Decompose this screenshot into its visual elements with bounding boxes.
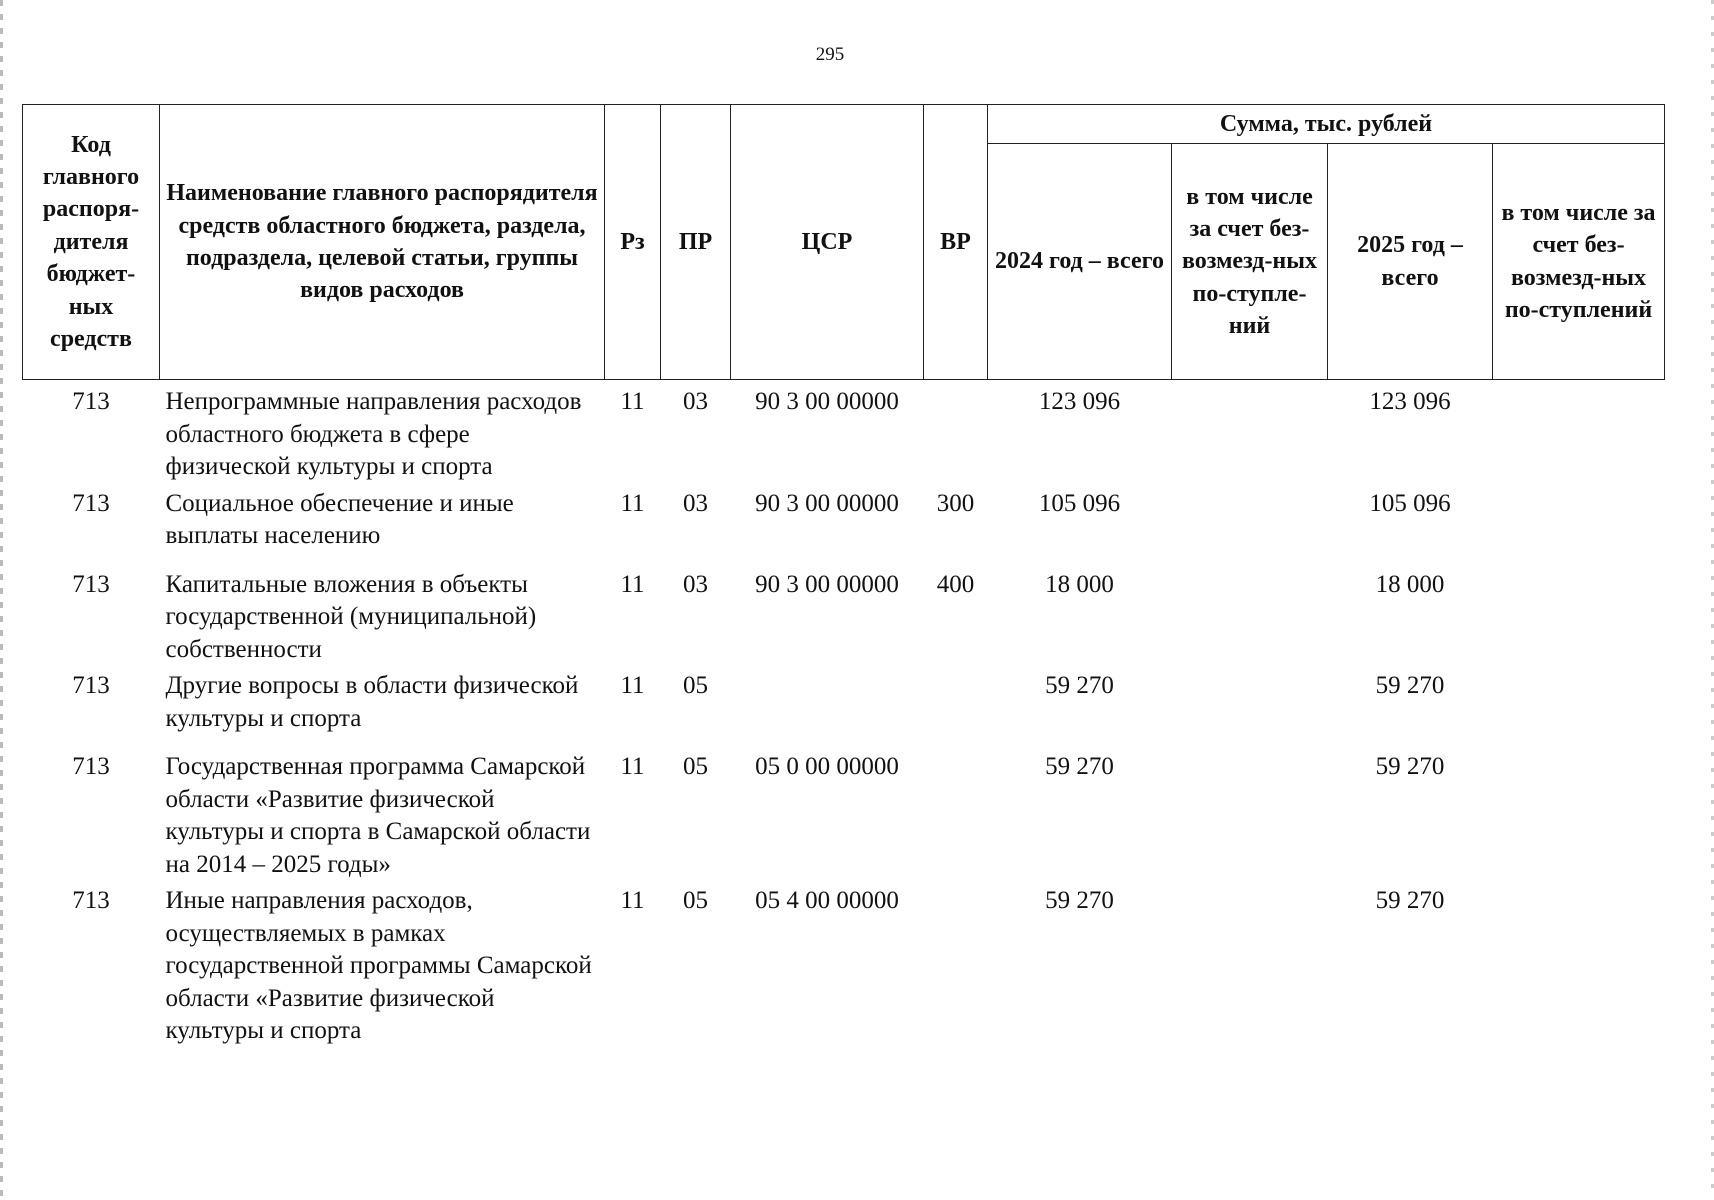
header-rz: Рз bbox=[605, 105, 661, 380]
cell-name: Иные направления расходов, осуществляемых в рамках государственной программы Самарской области «Развитие физической культуры и спорта bbox=[165, 887, 592, 1044]
cell-pr: 05 bbox=[683, 753, 708, 780]
table-row bbox=[23, 883, 1665, 1050]
cell-rz: 11 bbox=[620, 570, 645, 598]
header-sum-group: Сумма, тыс. рублей bbox=[988, 105, 1665, 144]
cell-pr: 05 bbox=[683, 672, 708, 699]
cell-2024-grants bbox=[1172, 668, 1328, 749]
cell-2025-total: 59 270 bbox=[1375, 753, 1445, 780]
cell-csr: 90 3 00 00000 bbox=[755, 570, 899, 598]
cell-code: 713 bbox=[72, 388, 110, 415]
cell-rz: 11 bbox=[620, 753, 645, 780]
cell-2024-total: 123 096 bbox=[1038, 388, 1121, 415]
cell-2025-grants bbox=[1493, 486, 1665, 567]
table-row bbox=[23, 486, 1665, 567]
cell-2024-total: 18 000 bbox=[1045, 570, 1114, 598]
cell-pr: 05 bbox=[683, 887, 708, 914]
cell-vr bbox=[924, 883, 988, 1050]
header-2025-total: 2025 год – всего bbox=[1328, 144, 1493, 380]
header-pr: ПР bbox=[661, 105, 731, 380]
cell-name: Государственная программа Самарской области «Развитие физической культуры и спорта в Самарской области на 2014 – 2025 годы» bbox=[165, 753, 591, 878]
header-vr: ВР bbox=[924, 105, 988, 380]
cell-vr: 300 bbox=[936, 489, 975, 517]
cell-rz: 11 bbox=[620, 672, 645, 699]
cell-csr: 05 4 00 00000 bbox=[755, 887, 899, 914]
header-name: Наименование главного распорядителя средств областного бюджета, раздела, подраздела, целевой статьи, группы видов расходов bbox=[160, 105, 605, 380]
cell-name: Капитальные вложения в объекты государственной (муниципальной) собственности bbox=[165, 570, 537, 663]
cell-rz: 11 bbox=[620, 887, 645, 914]
cell-csr: 90 3 00 00000 bbox=[755, 489, 899, 517]
cell-vr bbox=[924, 668, 988, 749]
cell-2024-grants bbox=[1172, 380, 1328, 486]
cell-2024-total: 59 270 bbox=[1045, 887, 1114, 914]
cell-2025-total: 105 096 bbox=[1369, 489, 1451, 517]
cell-code: 713 bbox=[72, 672, 110, 699]
cell-csr: 05 0 00 00000 bbox=[755, 753, 899, 780]
table-row bbox=[23, 749, 1665, 883]
cell-name: Непрограммные направления расходов областного бюджета в сфере физической культуры и спорта bbox=[165, 388, 582, 480]
cell-2025-total: 59 270 bbox=[1375, 672, 1445, 699]
cell-2025-total: 59 270 bbox=[1375, 887, 1445, 914]
table-row bbox=[23, 668, 1665, 749]
cell-csr: 90 3 00 00000 bbox=[755, 388, 899, 415]
cell-pr: 03 bbox=[683, 388, 708, 415]
header-code: Код главного распоря-дителя бюджет-ных средств bbox=[23, 105, 160, 380]
table-header bbox=[23, 105, 1665, 380]
cell-2025-grants bbox=[1493, 668, 1665, 749]
cell-pr: 03 bbox=[683, 489, 708, 517]
header-2024-grants: в том числе за счет без-возмезд-ных по-ступле-ний bbox=[1172, 144, 1328, 380]
cell-2024-total: 59 270 bbox=[1045, 672, 1114, 699]
table-row bbox=[23, 380, 1665, 486]
cell-2025-grants bbox=[1493, 749, 1665, 883]
cell-code: 713 bbox=[72, 570, 110, 598]
cell-code: 713 bbox=[72, 489, 110, 517]
cell-2024-grants bbox=[1172, 749, 1328, 883]
cell-2024-total: 105 096 bbox=[1038, 489, 1121, 517]
cell-name: Социальное обеспечение и иные выплаты населению bbox=[165, 489, 514, 549]
cell-2024-total: 59 270 bbox=[1045, 753, 1114, 780]
cell-rz: 11 bbox=[620, 388, 645, 415]
cell-2025-grants bbox=[1493, 380, 1665, 486]
cell-vr bbox=[924, 380, 988, 486]
header-2025-grants: в том числе за счет без-возмезд-ных по-ступлений bbox=[1493, 144, 1665, 380]
table-row bbox=[23, 567, 1665, 669]
budget-table bbox=[22, 104, 1665, 1050]
cell-2025-total: 18 000 bbox=[1375, 570, 1445, 598]
cell-name: Другие вопросы в области физической культуры и спорта bbox=[165, 672, 579, 732]
scan-edge-left bbox=[0, 0, 3, 1200]
cell-vr bbox=[924, 749, 988, 883]
cell-2024-grants bbox=[1172, 567, 1328, 669]
table-body bbox=[23, 380, 1665, 1050]
header-2024-total: 2024 год – всего bbox=[988, 144, 1172, 380]
header-csr: ЦСР bbox=[731, 105, 924, 380]
cell-2024-grants bbox=[1172, 486, 1328, 567]
cell-code: 713 bbox=[72, 887, 110, 914]
cell-2024-grants bbox=[1172, 883, 1328, 1050]
cell-rz: 11 bbox=[620, 489, 645, 517]
cell-vr: 400 bbox=[936, 570, 975, 598]
cell-2025-total: 123 096 bbox=[1369, 388, 1451, 415]
cell-csr bbox=[731, 668, 924, 749]
cell-pr: 03 bbox=[683, 570, 708, 598]
page-number: 295 bbox=[815, 44, 845, 65]
cell-2025-grants bbox=[1493, 883, 1665, 1050]
cell-2025-grants bbox=[1493, 567, 1665, 669]
cell-code: 713 bbox=[72, 753, 110, 780]
